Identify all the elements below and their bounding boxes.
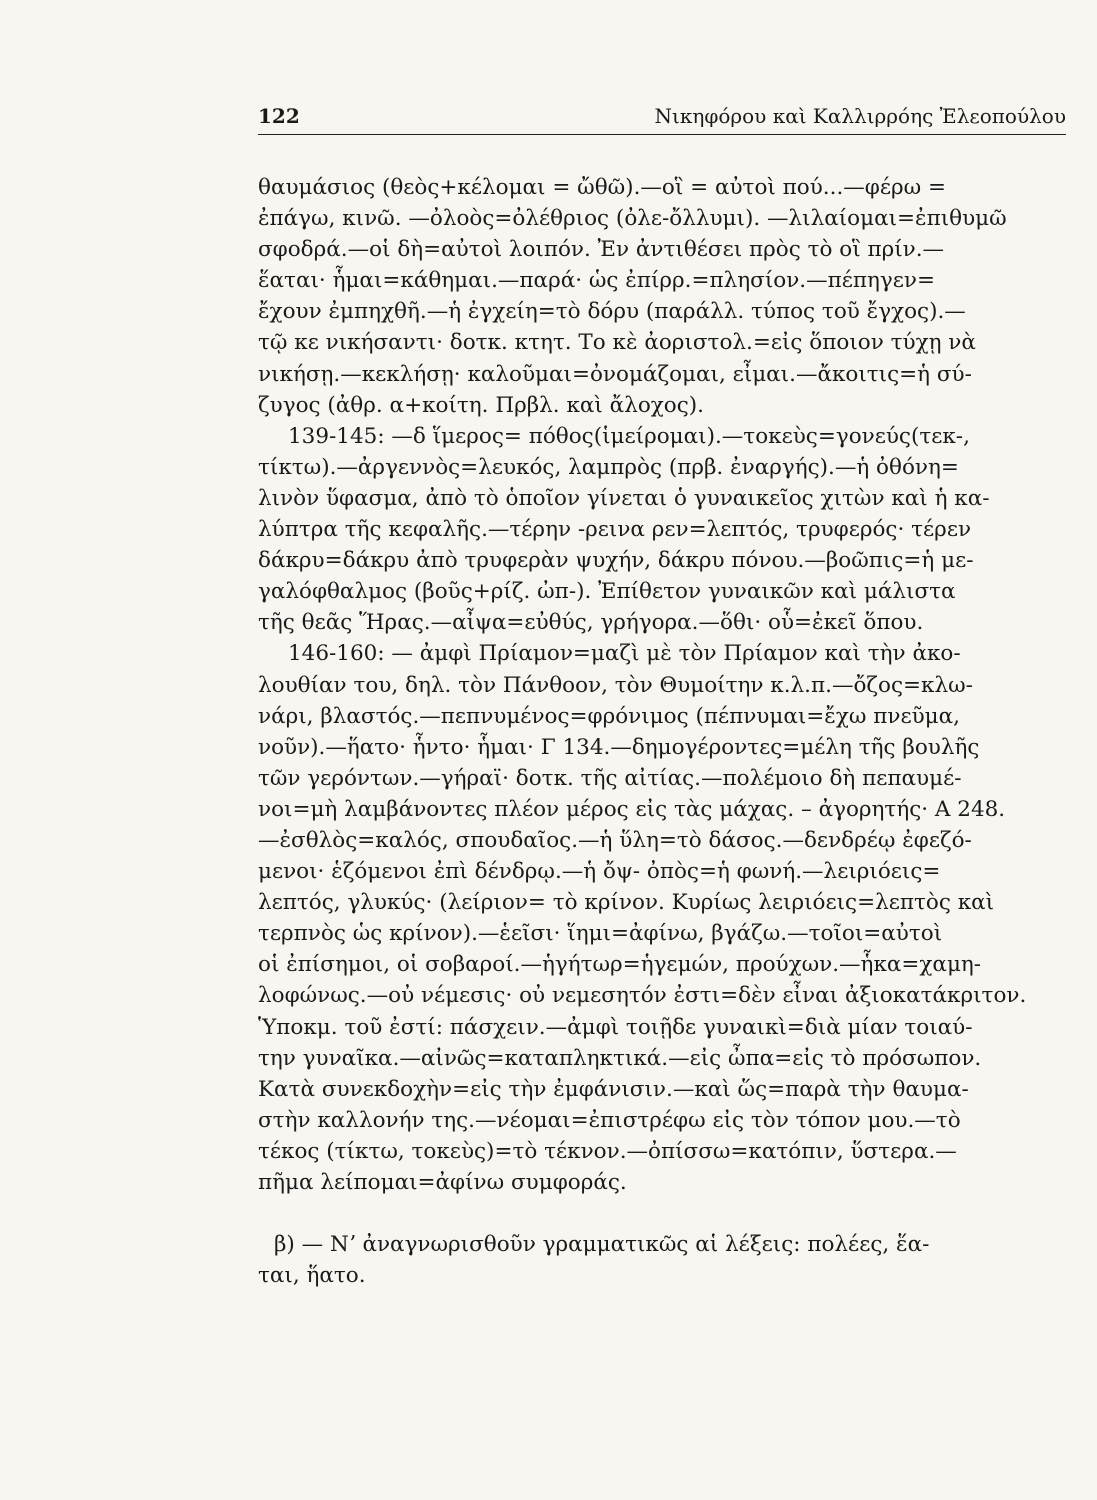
- text-line: Κατὰ συνεκδοχὴν=εἰς τὴν ἐμφάνισιν.—καὶ ὥς=παρὰ τὴν θαυμα-: [258, 1076, 969, 1102]
- text-line: —ἐσθλὸς=καλός, σπουδαῖος.—ἡ ὕλη=τὸ δάσος.—δενδρέῳ ἐφεζό-: [258, 827, 972, 853]
- text-line: τερπνὸς ὡς κρίνον).—ἑεῖσι· ἵημι=ἀφίνω, βγάζω.—τοῖοι=αὐτοὶ: [258, 921, 943, 947]
- text-line: νικήσῃ.—κεκλήσῃ· καλοῦμαι=ὀνομάζομαι, εἶμαι.—ἄκοιτις=ἡ σύ-: [258, 361, 972, 387]
- running-title: Νικηφόρου καὶ Καλλιρρόης Ἐλεοπούλου: [654, 104, 1066, 128]
- text-line: οἱ ἐπίσημοι, οἱ σοβαροί.—ἡγήτωρ=ἡγεμών, προύχων.—ἧκα=χαμη-: [258, 952, 982, 978]
- text-line: νάρι, βλαστός.—πεπνυμένος=φρόνιμος (πέπνυμαι=ἔχω πνεῦμα,: [258, 703, 960, 729]
- text-line: τίκτω).—ἀργεννὸς=λευκός, λαμπρὸς (πρβ. ἐναργής).—ἡ ὀθόνη=: [258, 454, 959, 480]
- text-line: γαλόφθαλμος (βοῦς+ρίζ. ὠπ-). Ἐπίθετον γυναικῶν καὶ μάλιστα: [258, 579, 956, 605]
- text-line: ἐπάγω, κινῶ. —ὀλοὸς=ὀλέθριος (ὀλε-ὄλλυμι). —λιλαίομαι=ἐπιθυμῶ: [258, 206, 1007, 232]
- text-line: δάκρυ=δάκρυ ἀπὸ τρυφερὰν ψυχήν, δάκρυ πόνου.—βοῶπις=ἡ με-: [258, 548, 974, 574]
- text-line: σφοδρά.—οἱ δὴ=αὐτοὶ λοιπόν. Ἐν ἀντιθέσει πρὸς τὸ οἳ πρίν.—: [258, 237, 945, 263]
- paragraph-gap: [258, 1198, 1066, 1229]
- text-line: την γυναῖκα.—αἰνῶς=καταπληκτικά.—εἰς ὦπα=εἰς τὸ πρόσωπον.: [258, 1045, 982, 1071]
- text-line: στὴν καλλονήν της.—νέομαι=ἐπιστρέφω εἰς τὸν τόπον μου.—τὸ: [258, 1107, 961, 1133]
- section-start-146-160: 146-160: — ἀμφὶ Πρίαμον=μαζὶ μὲ τὸν Πρίαμον καὶ τὴν ἀκο-: [288, 641, 961, 667]
- text-line: λοφώνως.—οὐ νέμεσις· οὐ νεμεσητόν ἐστι=δὲν εἶναι ἀξιοκατάκριτον.: [258, 983, 1027, 1009]
- page-header: [258, 100, 1066, 132]
- text-line: ἔχουν ἐμπηχθῆ.—ἡ ἐγχείη=τὸ δόρυ (παράλλ. τύπος τοῦ ἔγχος).—: [258, 299, 966, 325]
- text-line: θαυμάσιος (θεὸς+κέλομαι = ὤθῶ).—οἳ = αὐτοὶ πού...—φέρω =: [258, 175, 947, 200]
- section-start-139-145: 139-145: —δ ἵμερος= πόθος(ἱμείρομαι).—τοκεὺς=γονεύς(τεκ-,: [288, 423, 970, 449]
- text-line: τῆς θεᾶς Ἥρας.—αἶψα=εὐθύς, γρήγορα.—ὅθι· οὗ=ἐκεῖ ὅπου.: [258, 610, 924, 636]
- text-line: νοῦν).—ἥατο· ἧντο· ἧμαι· Γ 134.—δημογέροντες=μέλη τῆς βουλῆς: [258, 734, 980, 760]
- text-line: πῆμα λείπομαι=ἀφίνω συμφοράς.: [258, 1170, 627, 1195]
- text-line: λουθίαν του, δηλ. τὸν Πάνθοον, τὸν Θυμοίτην κ.λ.π.—ὄζος=κλω-: [258, 672, 973, 698]
- page-number: 122: [258, 104, 300, 128]
- text-line: λύπτρα τῆς κεφαλῆς.—τέρην -ρεινα ρεν=λεπτός, τρυφερός· τέρεν: [258, 517, 972, 543]
- text-line: μενοι· ἑζόμενοι ἐπὶ δένδρῳ.—ἡ ὄψ- ὀπὸς=ἡ φωνή.—λειριόεις=: [258, 859, 941, 885]
- text-line: νοι=μὴ λαμβάνοντες πλέον μέρος εἰς τὰς μάχας. – ἀγορητής· Α 248.: [258, 796, 1006, 822]
- text-line: ται, ἥατο.: [258, 1263, 366, 1289]
- text-line: τῶν γερόντων.—γήραϊ· δοτκ. τῆς αἰτίας.—πολέμοιο δὴ πεπαυμέ-: [258, 765, 962, 791]
- text-line: τῷ κε νικήσαντι· δοτκ. κτητ. Το κὲ ἀοριστολ.=εἰς ὅποιον τύχῃ νὰ: [258, 330, 976, 356]
- text-line: ἕαται· ἧμαι=κάθημαι.—παρά· ὡς ἐπίρρ.=πλησίον.—πέπηγεν=: [258, 268, 935, 294]
- text-line: Ὑποκμ. τοῦ ἐστί: πάσχειν.—ἀμφὶ τοιῇδε γυναικὶ=διὰ μίαν τοιαύ-: [258, 1014, 973, 1040]
- exercise-beta: β) — Νʼ ἀναγνωρισθοῦν γραμματικῶς αἱ λέξεις: πολέες, ἕα-: [274, 1232, 930, 1258]
- text-line: λεπτός, γλυκύς· (λείριον= τὸ κρίνον. Κυρίως λειριόεις=λεπτὸς καὶ: [258, 890, 995, 916]
- text-line: ζυγος (ἀθρ. α+κοίτη. Πρβλ. καὶ ἄλοχος).: [258, 392, 704, 418]
- text-line: τέκος (τίκτω, τοκεὺς)=τὸ τέκνον.—ὀπίσσω=κατόπιν, ὕστερα.—: [258, 1138, 957, 1164]
- commentary-body: [258, 172, 1066, 1291]
- header-rule: [258, 134, 1066, 135]
- text-line: λινὸν ὕφασμα, ἀπὸ τὸ ὁποῖον γίνεται ὁ γυναικεῖος χιτὼν καὶ ἡ κα-: [258, 485, 990, 511]
